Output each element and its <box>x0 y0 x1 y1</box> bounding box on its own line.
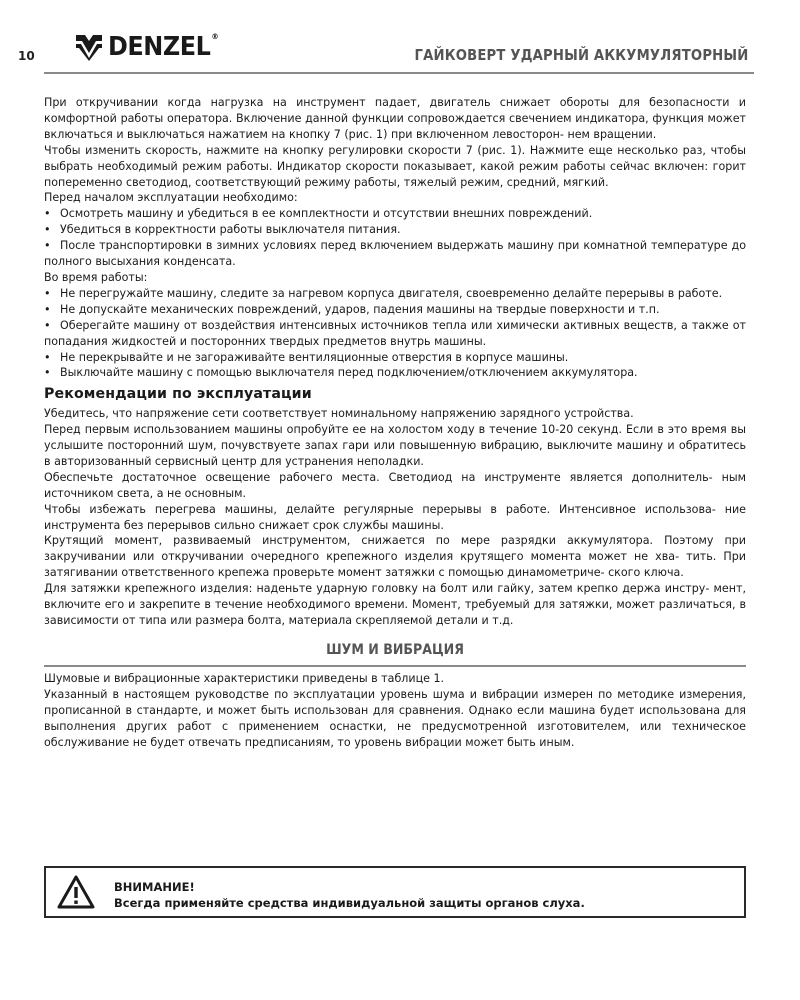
paragraph: Для затяжки крепежного изделия: наденьте ударную головку на болт или гайку, затем крепко держа инстру- мент, включите его и закрепите в течение необходимого времени. Момент, требуемый для затяжки, может различаться, в зависимости от типа или размера болта, материала скрепляемой детали и т.д. <box>44 582 746 627</box>
list-item: • Осмотреть машину и убедиться в ее комплектности и отсутствии внешних повреждений. <box>44 206 746 222</box>
list-item: • Оберегайте машину от воздействия интенсивных источников тепла или химически активных веществ, а также от попадания жидкостей и посторонних твердых предметов внутрь машины. <box>44 318 746 350</box>
brand-name: DENZEL® <box>108 32 219 62</box>
warning-triangle-icon <box>56 874 96 910</box>
paragraph: Перед началом эксплуатации необходимо: <box>44 191 298 205</box>
paragraph: Чтобы изменить скорость, нажмите на кнопку регулировки скорости 7 (рис. 1). Нажмите еще несколько раз, чтобы выбрать необходимый режим работы. Индикатор скорости показывает, какой режим работы сейчас включен: горит попеременно светодиод, соответствующий режиму работы, тяжелый режим, средний, мягкий. <box>44 143 746 189</box>
section-heading-noise: ШУМ И ВИБРАЦИЯ <box>326 641 464 658</box>
warning-text: Всегда применяйте средства индивидуальной защиты органов слуха. <box>114 896 585 910</box>
paragraph: Во время работы: <box>44 270 148 284</box>
paragraph: Крутящий момент, развиваемый инструментом, снижается по мере разрядки аккумулятора. Поэтому при закручивании или откручивании очередного крепежного изделия крутящего момента может не хва- тить. При затягивании ответственного крепежа проверьте момент затяжки с помощью динамометриче- ского ключа. <box>44 534 746 580</box>
list-item: • Не перегружайте машину, следите за нагревом корпуса двигателя, своевременно делайте перерывы в работе. <box>44 286 746 302</box>
list-item: • Не допускайте механических повреждений, ударов, падения машины на твердые поверхности и т.п. <box>44 302 746 318</box>
brand-logo <box>74 30 228 64</box>
section-noise-vibration <box>44 635 746 671</box>
list-item: • Выключайте машину с помощью выключателя перед подключением/отключением аккумулятора. <box>44 365 746 381</box>
section-heading-recommendations: Рекомендации по эксплуатации <box>44 386 312 403</box>
paragraph: Убедитесь, что напряжение сети соответствует номинальному напряжению зарядного устройства. <box>44 407 634 421</box>
main-content <box>44 95 746 750</box>
section-divider <box>44 665 746 667</box>
paragraph: Перед первым использованием машины опробуйте ее на холостом ходу в течение 10-20 секунд. Если в это время вы услышите посторонний шум, почувствуете запах гари или повышенную вибрацию, выключите машину и обратитесь в авторизованный сервисный центр для устранения неполадки. <box>44 423 746 468</box>
warning-box <box>44 866 746 918</box>
page-number: 10 <box>18 49 35 63</box>
paragraph: При откручивании когда нагрузка на инструмент падает, двигатель снижает обороты для безопасности и комфортной работы оператора. Включение данной функции сопровождается свечением индикатора, функция может включаться и выключаться нажатием на кнопку 7 (рис. 1) при включенном левосторон- нем вращении. <box>44 96 746 141</box>
list-item: • Не перекрывайте и не загораживайте вентиляционные отверстия в корпусе машины. <box>44 350 746 366</box>
paragraph: Шумовые и вибрационные характеристики приведены в таблице 1. <box>44 671 445 685</box>
paragraph: Чтобы избежать перегрева машины, делайте регулярные перерывы в работе. Интенсивное использова- ние инструмента без перерывов сильно снижает срок службы машины. <box>44 502 746 532</box>
paragraph: Указанный в настоящем руководстве по эксплуатации уровень шума и вибрации измерен по методике измерения, прописанной в стандарте, и может быть использован для сравнения. Однако если машина будет использована для выполнения других работ с применением оснастки, не предусмотренной изготовителем, или техническое обслуживание не будет отвечать предписаниям, то уровень вибрации может быть иным. <box>44 687 746 749</box>
list-item: • Убедиться в корректности работы выключателя питания. <box>44 222 746 238</box>
document-title: ГАЙКОВЕРТ УДАРНЫЙ АККУМУЛЯТОРНЫЙ <box>414 46 748 64</box>
paragraph: Обеспечьте достаточное освещение рабочего места. Светодиод на инструменте является дополнитель- ным источником света, а не основным. <box>44 470 746 500</box>
warning-title: ВНИМАНИЕ! <box>114 880 195 894</box>
list-item: • После транспортировки в зимних условиях перед включением выдержать машину при комнатной температуре до полного высыхания конденсата. <box>44 238 746 270</box>
brand-emblem-icon <box>74 32 104 62</box>
header-divider <box>44 72 754 74</box>
